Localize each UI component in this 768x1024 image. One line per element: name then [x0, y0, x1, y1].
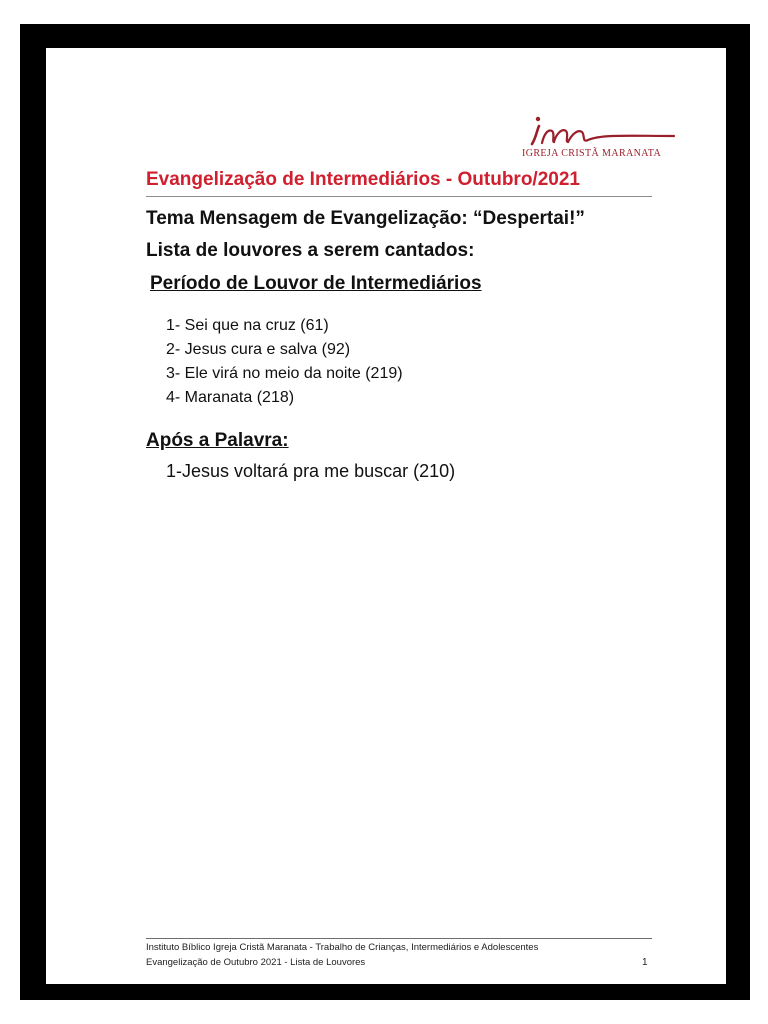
document-page: [46, 48, 726, 984]
message-theme: Tema Mensagem de Evangelização: “Despertai!”: [146, 208, 585, 229]
logo-mark-icon: [522, 114, 682, 148]
page-number: 1: [642, 957, 648, 968]
church-logo: [522, 114, 702, 164]
songs-list-intro: Lista de louvores a serem cantados:: [146, 240, 475, 261]
list-item: 3- Ele virá no meio da noite (219): [166, 365, 403, 382]
footer-line-title: Evangelização de Outubro 2021 - Lista de Louvores: [146, 957, 366, 968]
list-item: 4- Maranata (218): [166, 389, 295, 406]
section-after-word: Após a Palavra:: [146, 430, 289, 451]
section-praise-period: Período de Louvor de Intermediários: [150, 273, 482, 294]
list-item: 1- Sei que na cruz (61): [166, 317, 329, 334]
after-word-song: 1-Jesus voltará pra me buscar (210): [166, 461, 456, 481]
footer-divider: [146, 938, 652, 939]
document-heading: Evangelização de Intermediários - Outubro/2021: [146, 169, 580, 190]
heading-divider: [146, 196, 652, 197]
list-item: 2- Jesus cura e salva (92): [166, 341, 351, 358]
song-list: [166, 314, 403, 410]
document-frame: [20, 24, 750, 1000]
footer-line-institute: Instituto Bíblico Igreja Cristã Maranata - Trabalho de Crianças, Intermediários e Adolescentes: [146, 942, 539, 953]
logo-text: IGREJA CRISTÃ MARANATA: [522, 148, 662, 159]
